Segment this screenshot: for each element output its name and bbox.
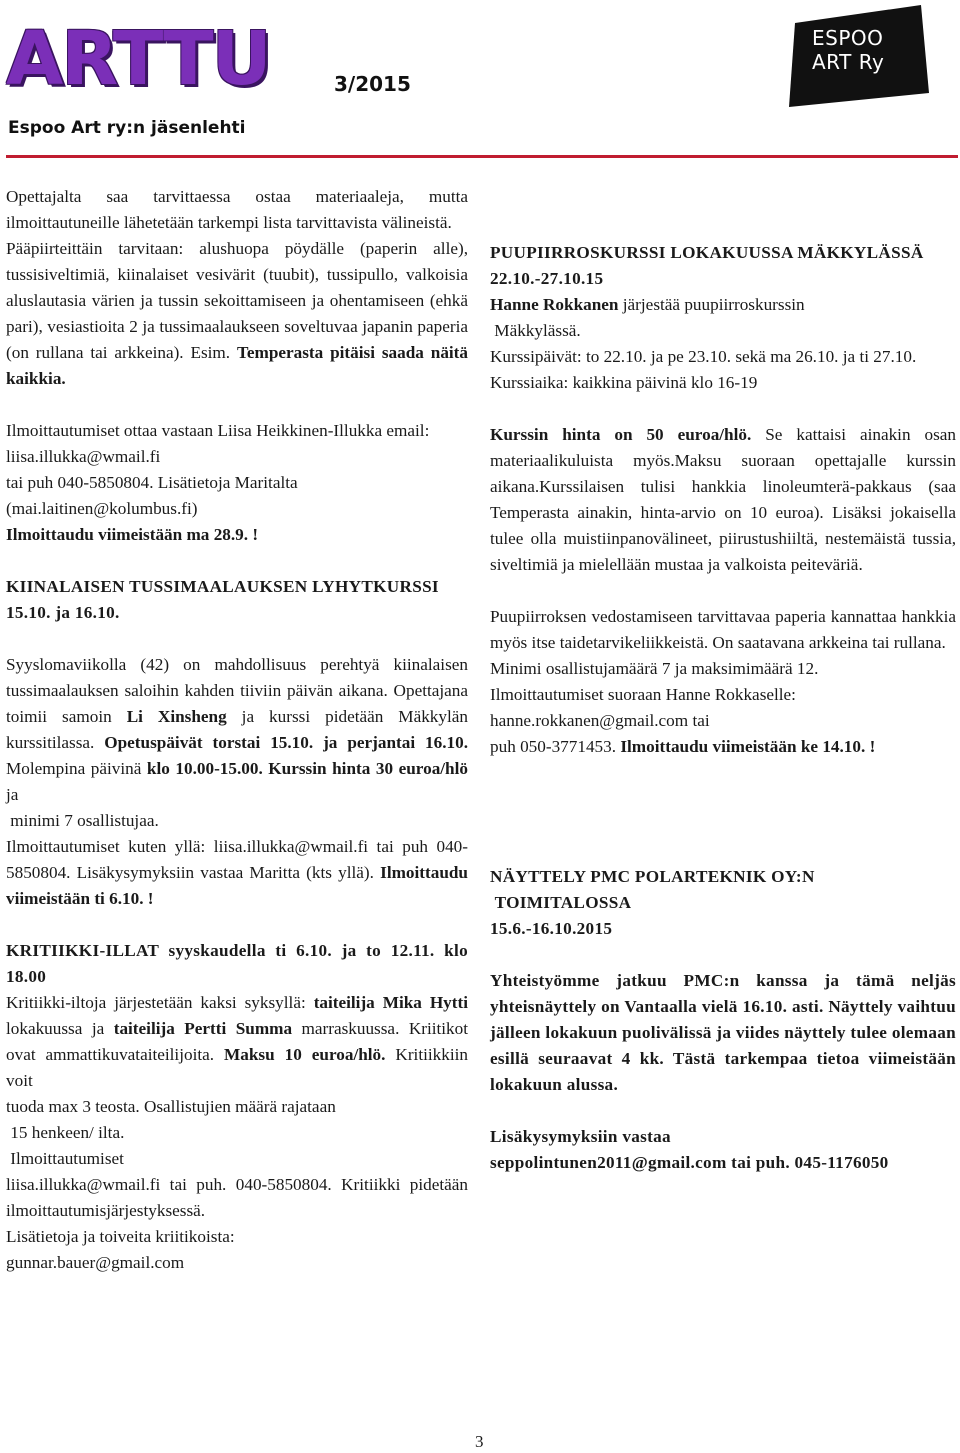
registration-info xyxy=(6,418,468,548)
ink-course-minimum: minimi 7 osallistujaa. xyxy=(10,811,159,830)
arttu-logo: ARTTU xyxy=(6,16,270,102)
critique-details xyxy=(6,1094,468,1172)
exhibition-body: Yhteistyömme jatkuu PMC:n kanssa ja tämä neljäs yhteisnäyttely on Vantaalla vielä 16.10. asti. Näyttely vaihtuu jälleen lokakuun puolivälissä ja viides näyttely tulee olemaan esillä seuraavat 4 kk. Tästä tarkempaa tietoa viimeistään lokakuun alussa. xyxy=(490,971,956,1094)
critique-contact xyxy=(6,1172,468,1224)
woodcut-course-title: PUUPIIRROSKURSSI LOKAKUUSSA MÄKKYLÄSSÄ xyxy=(490,243,924,262)
org-line-2: ART Ry xyxy=(812,50,885,74)
critique-fee: Maksu 10 euroa/hlö. xyxy=(224,1045,386,1064)
exhibition-title-2: TOIMITALOSSA xyxy=(494,893,632,912)
woodcut-place: Mäkkylässä. xyxy=(494,321,581,340)
woodcut-email: hanne.rokkanen@gmail.com tai xyxy=(490,711,710,730)
issue-number: 3/2015 xyxy=(334,72,411,96)
materials-text: Pääpiirteittäin tarvitaan: alushuopa pöydälle (paperin alle), tussisiveltimiä, kiinalaiset vesivärit (tuubit), tussipullo, valkoisia aluslautasia värien ja tussin sekoittamiseen ja ohentamiseen (ehkä pari), vesiastioita 2 ja tussimaalaukseen soveltuvaa japanin paperia (on rullana tai arkkeina). Esim. xyxy=(6,239,468,362)
woodcut-materials: Se kattaisi ainakin osan materiaalikuluista myös.Maksu suoraan opettajalle kurssin aikana.Kurssilaisen tulisi hankkia linoleumterä-pakkaus (saa Temperasta ainakin, hinta-arvio on 10 euroa). Lisäksi jokaisella tulee olla muistiinpanovälineet, piirustushiiltä, nestemäistä tussia, siveltimiä ja mielellään mustaa ja valkoista peiteväriä. xyxy=(490,425,957,574)
woodcut-deadline: Ilmoittaudu viimeistään ke 14.10. ! xyxy=(620,737,876,756)
critique-feedback xyxy=(6,1224,468,1276)
materials-note: Temperasta pitäisi saada näitä kaikkia. xyxy=(6,343,469,388)
intro-paragraph: Opettajalta saa tarvittaessa ostaa materiaaleja, mutta ilmoittautuneille lähetetään tarkempi lista tarvittavista välineistä. xyxy=(6,187,468,232)
woodcut-phone-deadline xyxy=(490,734,956,760)
woodcut-days: Kurssipäivät: to 22.10. ja pe 23.10. sekä ma 26.10. ja ti 27.10. xyxy=(490,347,917,366)
critique-text-l: Lisätietoja ja toiveita kriitikoista: xyxy=(6,1227,235,1246)
ink-course-days: Opetuspäivät torstai 15.10. ja perjantai 16.10. xyxy=(104,733,468,752)
materials-paragraph xyxy=(6,236,468,392)
ink-course-dates: 15.10. ja 16.10. xyxy=(6,603,120,622)
page-number: 3 xyxy=(475,1432,484,1451)
critique-text-e: marraskuussa. Kriitikot ovat ammattikuvataiteilijoita. xyxy=(6,1019,469,1064)
critique-artist-2: taiteilija Pertti Summa xyxy=(113,1019,293,1038)
ink-course-text-c: ja kurssi pidetään Mäkkylän kurssitilassa. xyxy=(6,707,468,752)
newsletter-subtitle: Espoo Art ry:n jäsenlehti xyxy=(8,118,246,138)
critique-artist-1: taiteilija Mika Hytti xyxy=(313,993,469,1012)
header-divider xyxy=(6,155,958,158)
critique-email: gunnar.bauer@gmail.com xyxy=(6,1253,185,1272)
ink-course-text-e: Molempina päivinä xyxy=(6,759,142,778)
registration-line-2: tai puh 040-5850804. Lisätietoja Maritalta xyxy=(6,473,298,492)
registration-deadline: Ilmoittaudu viimeistään ma 28.9. ! xyxy=(6,525,259,544)
woodcut-teacher: Hanne Rokkanen xyxy=(490,295,619,314)
critique-text-h: tuoda max 3 teosta. Osallistujien määrä rajataan xyxy=(6,1097,336,1116)
ink-course-text-g: ja xyxy=(6,785,19,804)
critique-text-c: lokakuussa ja xyxy=(6,1019,105,1038)
critique-text-a: Kritiikki-iltoja järjestetään kaksi syksyllä: xyxy=(6,993,306,1012)
woodcut-participants: Minimi osallistujamäärä 7 ja maksimimäärä 12. xyxy=(490,659,819,678)
critique-description xyxy=(6,990,468,1094)
woodcut-organizer xyxy=(490,292,956,344)
exhibition-contact-label: Lisäkysymyksiin vastaa xyxy=(490,1127,671,1146)
critique-text-i: 15 henkeen/ ilta. xyxy=(10,1123,125,1142)
ink-course-title: KIINALAISEN TUSSIMAALAUKSEN LYHYTKURSSI xyxy=(6,577,439,596)
exhibition-contact xyxy=(490,1124,956,1176)
ink-course-description xyxy=(6,652,468,834)
critique-title: KRITIIKKI-ILLAT syyskaudella ti 6.10. ja to 12.11. klo 18.00 xyxy=(6,941,468,986)
right-column xyxy=(490,240,956,1176)
critique-text-g: Kritiikkiin voit xyxy=(6,1045,468,1090)
woodcut-price-info xyxy=(490,422,956,578)
ink-course-deadline: Ilmoittaudu viimeistään ti 6.10. ! xyxy=(6,863,468,908)
exhibition-dates: 15.6.-16.10.2015 xyxy=(490,919,613,938)
critique-text-j: Ilmoittautumiset xyxy=(10,1149,124,1168)
woodcut-paper: Puupiirroksen vedostamiseen tarvittavaa paperia kannattaa hankkia myös itse taidetarvikeliikkeistä. On saatavana arkkeina tai rullana. xyxy=(490,607,956,652)
woodcut-text-b: järjestää puupiirroskurssin xyxy=(622,295,805,314)
woodcut-course-dates: 22.10.-27.10.15 xyxy=(490,269,604,288)
woodcut-time: Kurssiaika: kaikkina päivinä klo 16-19 xyxy=(490,373,758,392)
registration-line-1: Ilmoittautumiset ottaa vastaan Liisa Heikkinen-Illukka email: liisa.illukka@wmail.fi xyxy=(6,421,430,466)
woodcut-registration: Ilmoittautumiset suoraan Hanne Rokkaselle: xyxy=(490,685,796,704)
exhibition-title xyxy=(490,864,956,916)
exhibition-contact-details: seppolintunen2011@gmail.com tai puh. 045-1176050 xyxy=(490,1153,889,1172)
org-line-1: ESPOO xyxy=(812,26,884,50)
ink-course-contact: Ilmoittautumiset kuten yllä: liisa.illukka@wmail.fi tai puh 040-5850804. Lisäkysymyksiin vastaa Maritta (kts yllä). xyxy=(6,837,468,882)
ink-course-time-price: klo 10.00-15.00. Kurssin hinta 30 euroa/hlö xyxy=(146,759,468,778)
left-column xyxy=(6,184,468,1276)
registration-line-3: (mai.laitinen@kolumbus.fi) xyxy=(6,499,198,518)
exhibition-title-1: NÄYTTELY PMC POLARTEKNIK OY:N xyxy=(490,867,815,886)
espoo-art-logo-text xyxy=(812,26,884,74)
woodcut-phone: puh 050-3771453. xyxy=(490,737,617,756)
ink-course-text-a: Syyslomaviikolla (42) on mahdollisuus perehtyä kiinalaisen tussimaalauksen saloihin kahden tiiviin päivän aikana. Opettajana toimii samoin xyxy=(6,655,468,726)
ink-course-teacher: Li Xinsheng xyxy=(126,707,227,726)
critique-text-k: liisa.illukka@wmail.fi tai puh. 040-5850804. Kritiikki pidetään ilmoittautumisjärjestyksessä. xyxy=(6,1175,468,1220)
ink-course-registration xyxy=(6,834,468,912)
woodcut-price: Kurssin hinta on 50 euroa/hlö. xyxy=(490,425,752,444)
